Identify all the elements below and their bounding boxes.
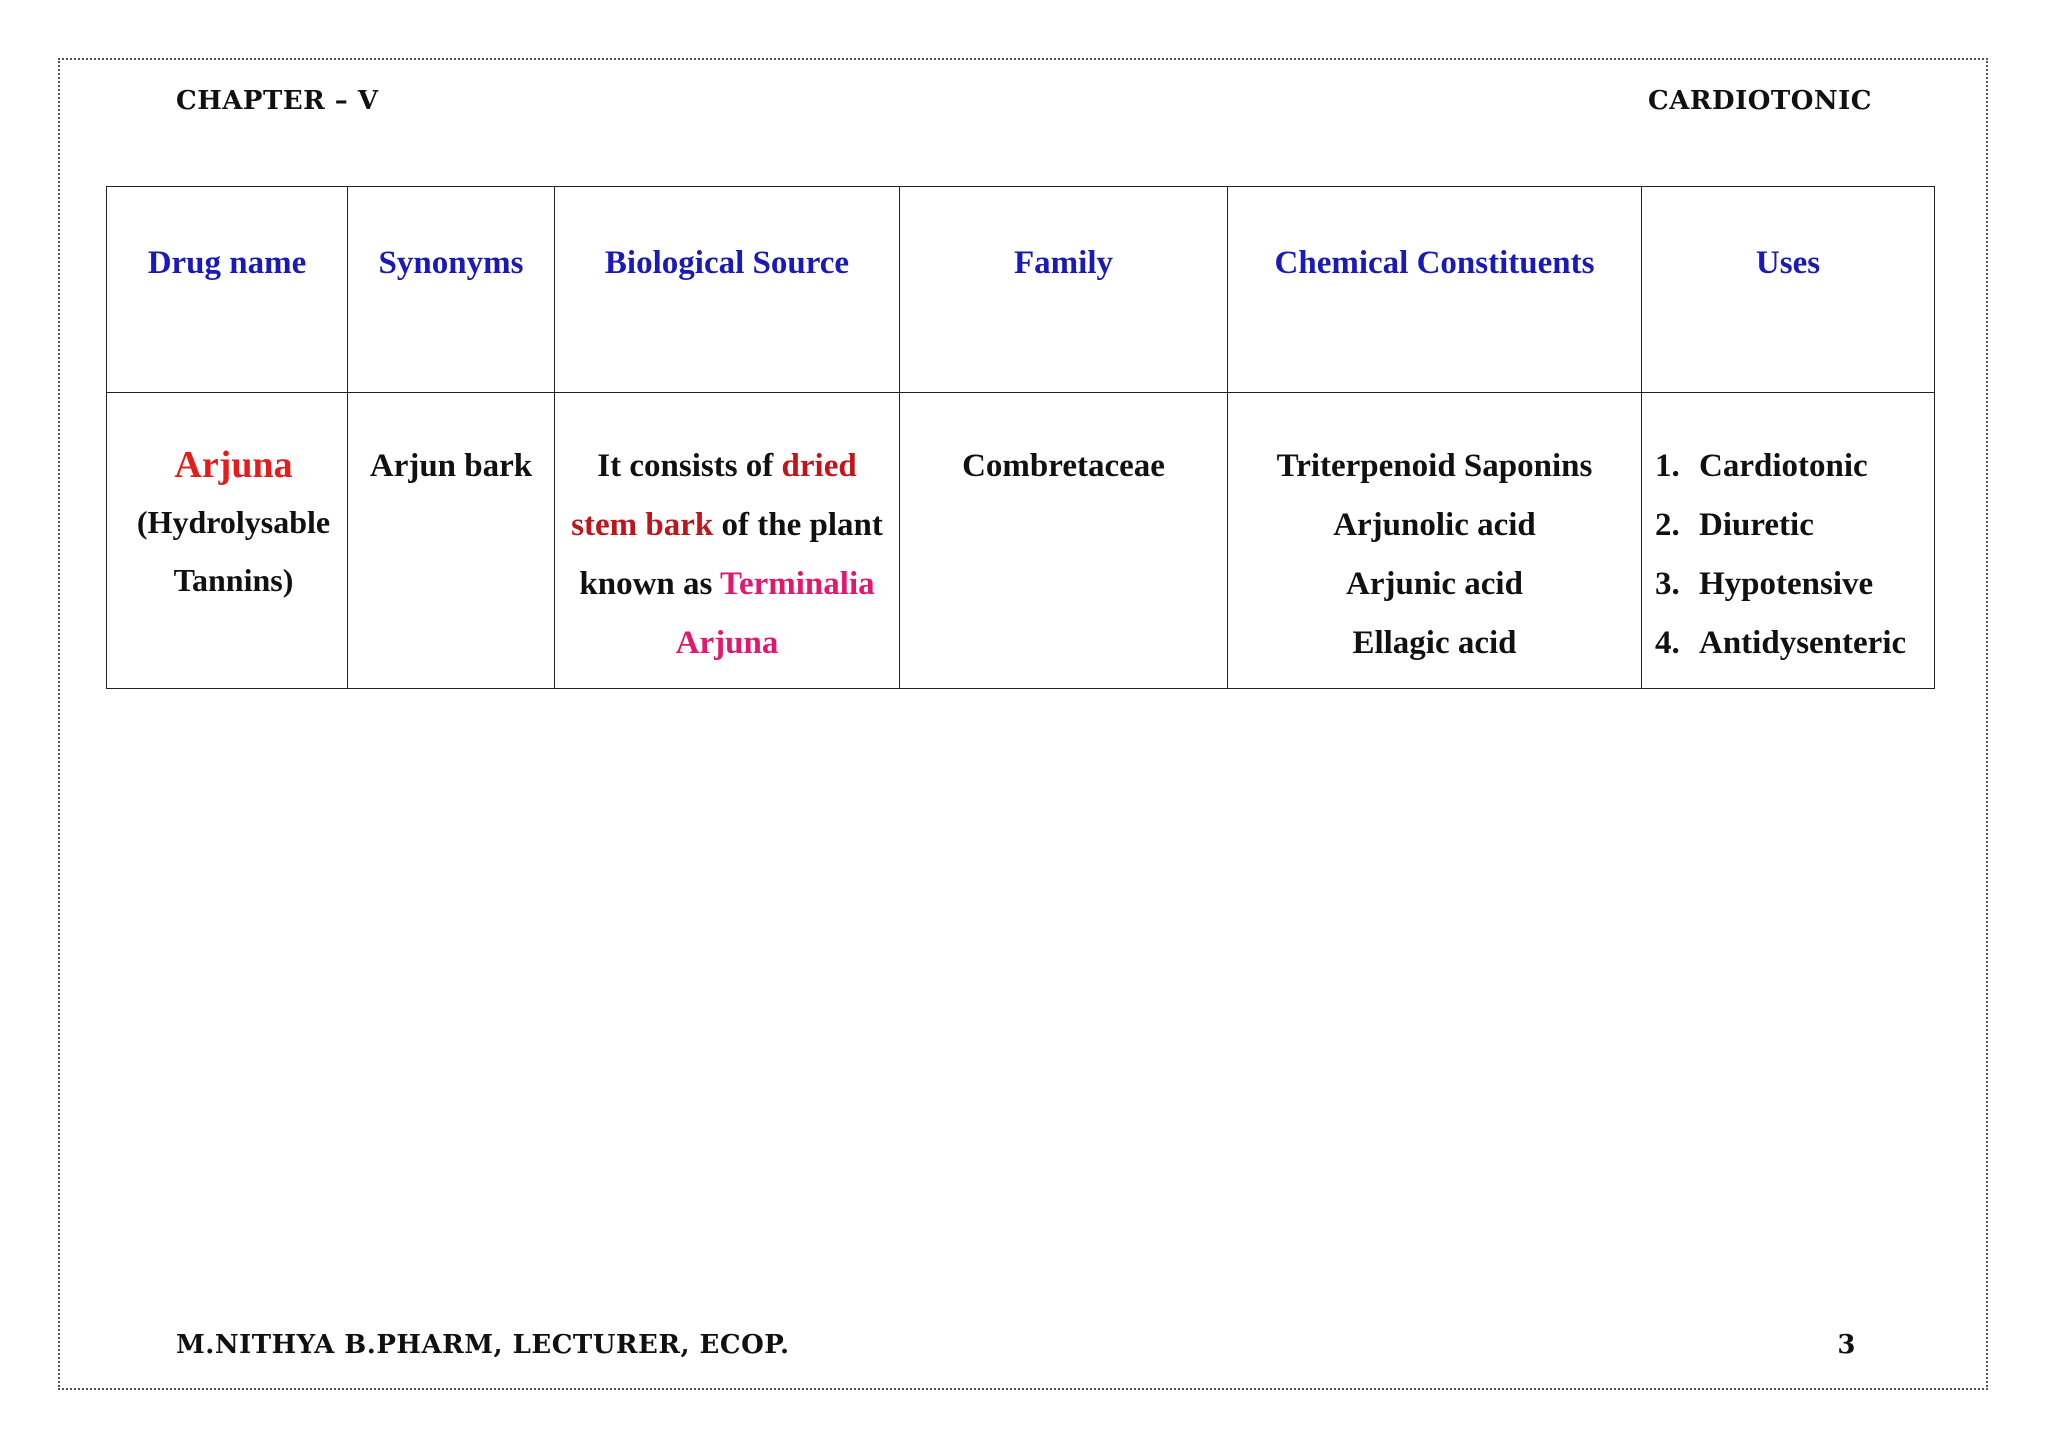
use-text: Cardiotonic: [1699, 448, 1868, 484]
drug-name-cell: [107, 393, 348, 689]
footer-author: M.NITHYA B.PHARM, LECTURER, ECOP.: [176, 1330, 790, 1360]
use-item: [1655, 555, 1933, 614]
source-highlight-stem-bark: stem bark: [571, 507, 714, 543]
synonym: Arjun bark: [369, 448, 533, 484]
header-synonyms: Synonyms: [348, 187, 555, 393]
source-text-2: of the plant: [713, 507, 883, 543]
biological-source-cell: [555, 393, 900, 689]
header-drug-name: Drug name: [107, 187, 348, 393]
drug-name: Arjuna: [174, 444, 293, 486]
use-number: 3.: [1655, 566, 1680, 602]
drug-table: [106, 186, 1935, 689]
family: Combretaceae: [962, 448, 1165, 484]
header-uses: Uses: [1642, 187, 1935, 393]
constituent-item: Ellagic acid: [1352, 625, 1517, 661]
constituent-item: Arjunic acid: [1346, 566, 1523, 602]
use-item: [1655, 437, 1933, 496]
family-cell: [900, 393, 1228, 689]
table-header-row: [107, 187, 1935, 393]
use-item: [1655, 614, 1933, 673]
source-genus: Terminalia: [720, 566, 875, 602]
use-text: Antidysenteric: [1699, 625, 1907, 661]
table-row: [107, 393, 1935, 689]
header-family: Family: [900, 187, 1228, 393]
drug-class-line1: (Hydrolysable: [136, 504, 331, 540]
use-text: Hypotensive: [1699, 566, 1874, 602]
uses-list: [1643, 437, 1933, 673]
header-chemical-constituents: Chemical Constituents: [1228, 187, 1642, 393]
drug-class-line2: Tannins): [173, 562, 294, 598]
source-highlight-dried: dried: [781, 448, 857, 484]
chapter-heading: CHAPTER – V: [176, 86, 379, 116]
header-biological-source: Biological Source: [555, 187, 900, 393]
use-item: [1655, 496, 1933, 555]
use-number: 1.: [1655, 448, 1680, 484]
page-number: 3: [1837, 1330, 1856, 1360]
constituent-item: Arjunolic acid: [1333, 507, 1536, 543]
use-text: Diuretic: [1699, 507, 1814, 543]
use-number: 2.: [1655, 507, 1680, 543]
topic-heading: CARDIOTONIC: [1648, 86, 1872, 116]
uses-cell: [1642, 393, 1935, 689]
constituent-item: Triterpenoid Saponins: [1276, 448, 1593, 484]
use-number: 4.: [1655, 625, 1680, 661]
synonym-cell: [348, 393, 555, 689]
source-species: Arjuna: [675, 625, 779, 661]
source-text-3: known as: [579, 566, 720, 602]
constituents-cell: [1228, 393, 1642, 689]
source-text-1: It consists of: [597, 448, 782, 484]
